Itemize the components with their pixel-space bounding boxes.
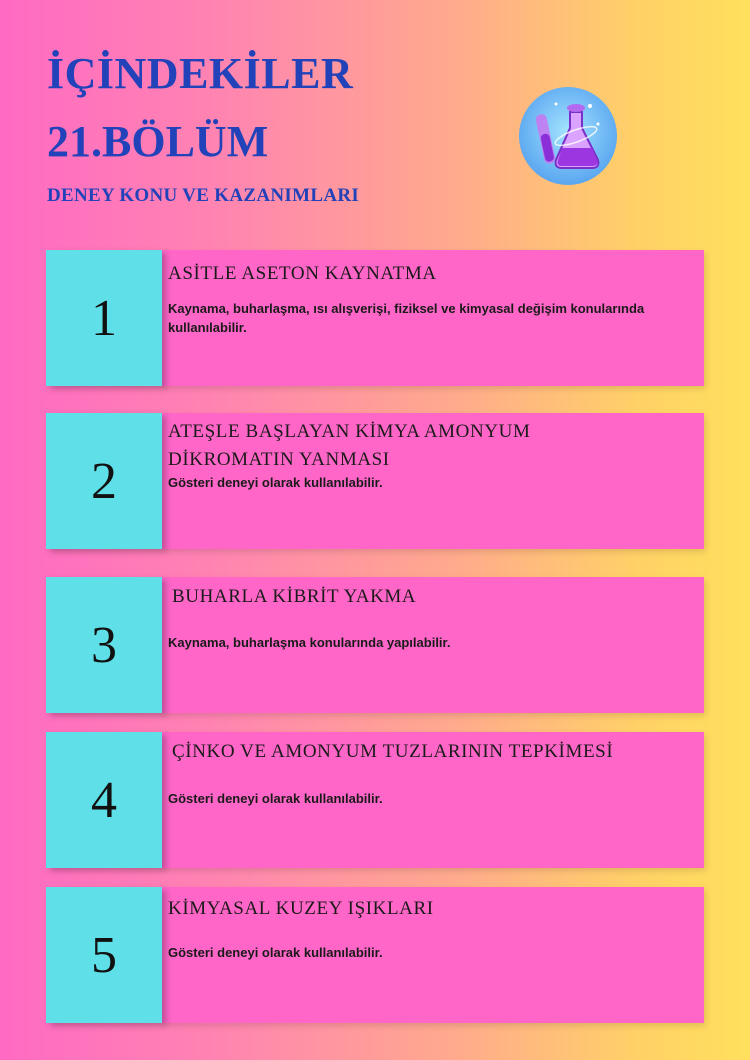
item-number: 2 (91, 452, 117, 510)
content-item-1 (46, 250, 706, 386)
item-number-box (46, 413, 162, 549)
item-title: KİMYASAL KUZEY IŞIKLARI (168, 898, 434, 919)
item-description: Kaynama, buharlaşma konularında yapılabilir. (168, 635, 451, 650)
content-item-3 (46, 577, 706, 713)
item-number-box (46, 887, 162, 1023)
content-item-5 (46, 887, 706, 1023)
item-number-box (46, 250, 162, 386)
page-subtitle: DENEY KONU VE KAZANIMLARI (47, 185, 360, 206)
content-item-2 (46, 413, 706, 549)
item-title: ASİTLE ASETON KAYNATMA (168, 263, 437, 284)
content-item-4 (46, 732, 706, 868)
item-description: Gösteri deneyi olarak kullanılabilir. (168, 945, 383, 960)
page-title: İÇİNDEKİLER (47, 49, 354, 98)
item-number: 3 (91, 616, 117, 674)
item-number: 1 (91, 289, 117, 347)
item-number-box (46, 577, 162, 713)
item-title: ÇİNKO VE AMONYUM TUZLARININ TEPKİMESİ (172, 741, 614, 762)
item-description: Kaynama, buharlaşma, ısı alışverişi, fiziksel ve kimyasal değişim konularında kullanılabilir. (168, 301, 645, 335)
chemistry-flask-logo (518, 86, 618, 186)
item-number: 4 (91, 771, 117, 829)
item-number: 5 (91, 926, 117, 984)
item-title: ATEŞLE BAŞLAYAN KİMYA AMONYUM DİKROMATIN YANMASI (168, 421, 531, 470)
item-title: BUHARLA KİBRİT YAKMA (172, 586, 417, 607)
flask-icon (518, 86, 618, 186)
chapter-heading: 21.BÖLÜM (47, 117, 269, 166)
item-description: Gösteri deneyi olarak kullanılabilir. (168, 475, 383, 490)
item-description: Gösteri deneyi olarak kullanılabilir. (168, 791, 383, 806)
item-number-box (46, 732, 162, 868)
